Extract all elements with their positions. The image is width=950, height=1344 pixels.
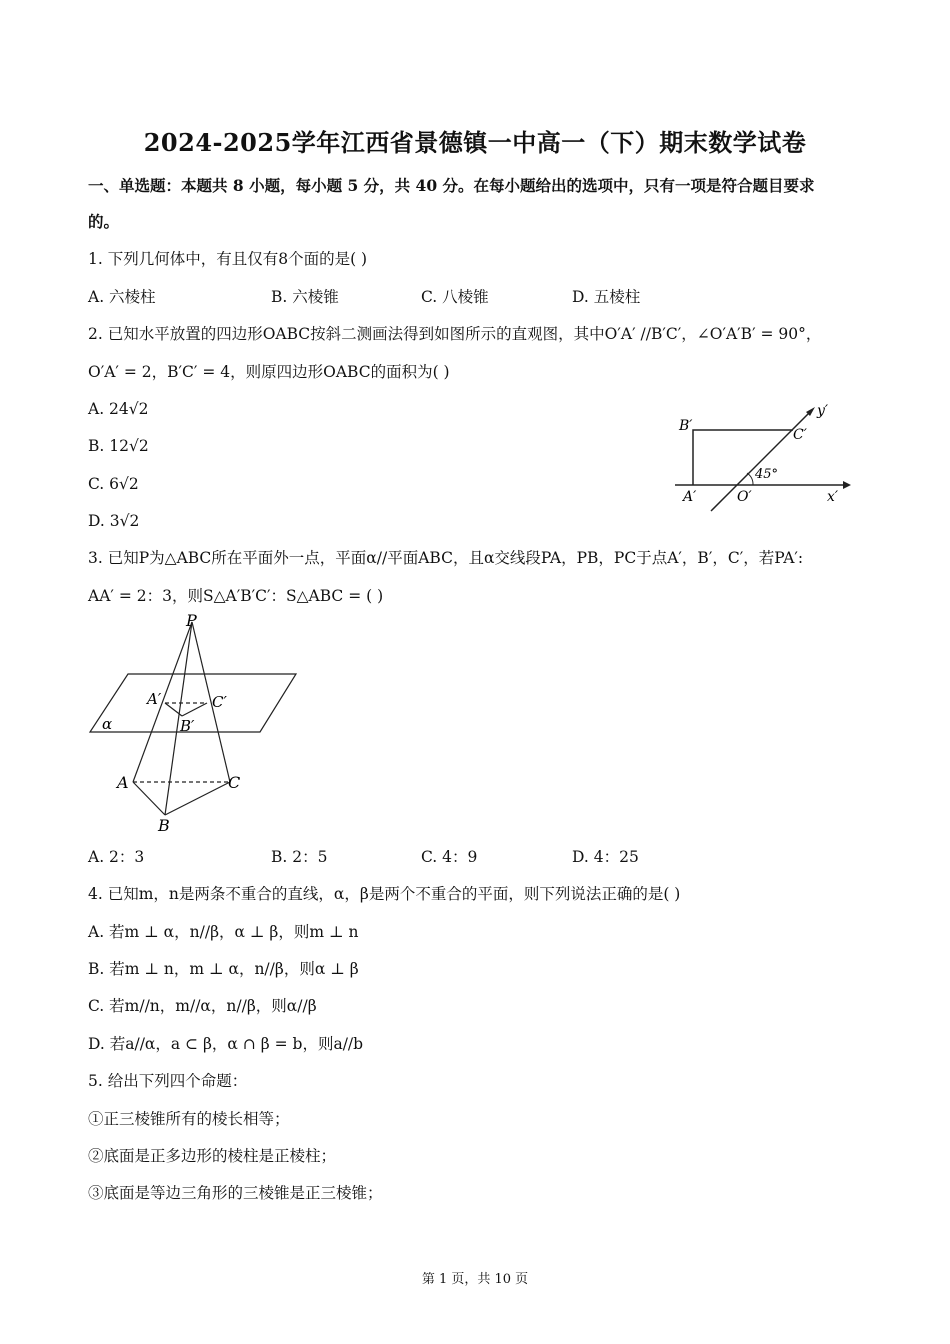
label-a: A bbox=[117, 773, 129, 792]
q2-option-b: B. 12√2 bbox=[88, 437, 149, 455]
edge-pa bbox=[133, 622, 192, 782]
page-title: 2024-2025学年江西省景德镇一中高一（下）期末数学试卷 bbox=[143, 128, 807, 157]
q4-option-b: B. 若m ⊥ n，m ⊥ α，n//β，则α ⊥ β bbox=[88, 960, 359, 978]
q3-option-c: C. 4：9 bbox=[421, 848, 478, 866]
q1-option-a: A. 六棱柱 bbox=[88, 288, 156, 306]
label-45-degree: 45° bbox=[755, 467, 779, 482]
section-heading: 一、单选题：本题共 8 小题，每小题 5 分，共 40 分。在每小题给出的选项中，只有一项是符合题目要求 bbox=[88, 176, 815, 195]
label-c-prime: C′ bbox=[212, 693, 227, 711]
label-p: P bbox=[186, 612, 197, 630]
q3-option-d: D. 4：25 bbox=[572, 848, 639, 866]
q5-proposition-1: ①正三棱锥所有的棱长相等； bbox=[88, 1110, 290, 1128]
q4-option-d: D. 若a//α，a ⊂ β，α ∩ β = b，则a//b bbox=[88, 1035, 364, 1053]
label-x-prime: x′ bbox=[827, 489, 839, 505]
q1-option-c: C. 八棱锥 bbox=[421, 288, 489, 306]
page-footer: 第 1 页，共 10 页 bbox=[421, 1272, 529, 1287]
label-c-prime: C′ bbox=[793, 427, 807, 443]
question-5-stem: 5. 给出下列四个命题： bbox=[88, 1072, 248, 1090]
label-b: B bbox=[158, 816, 170, 835]
question-3-stem-line1: 3. 已知P为△ABC所在平面外一点，平面α//平面ABC，且α交线段PA，PB，PC于点A′，B′，C′，若PA′: bbox=[88, 549, 804, 567]
q2-option-a: A. 24√2 bbox=[88, 400, 149, 418]
q2-oblique-figure bbox=[665, 395, 865, 520]
label-o-prime: O′ bbox=[737, 489, 752, 505]
edge-ab bbox=[133, 782, 165, 815]
q4-option-a: A. 若m ⊥ α，n//β，α ⊥ β，则m ⊥ n bbox=[88, 923, 359, 941]
edge-b-prime-c-prime bbox=[182, 703, 207, 716]
question-2-stem-line2: O′A′ = 2，B′C′ = 4，则原四边形OABC的面积为( ) bbox=[88, 363, 450, 381]
label-alpha: α bbox=[102, 715, 113, 733]
q1-option-b: B. 六棱锥 bbox=[271, 288, 339, 306]
q3-option-b: B. 2：5 bbox=[271, 848, 328, 866]
question-4-stem: 4. 已知m，n是两条不重合的直线，α，β是两个不重合的平面，则下列说法正确的是( ) bbox=[88, 885, 681, 903]
edge-bc bbox=[165, 782, 230, 815]
label-a-prime: A′ bbox=[147, 690, 162, 708]
label-b-prime: B′ bbox=[679, 418, 693, 434]
question-2-stem-line1: 2. 已知水平放置的四边形OABC按斜二测画法得到如图所示的直观图，其中O′A′ //B′C′，∠O′A′B′ = 90°， bbox=[88, 325, 822, 343]
section-heading-continued: 的。 bbox=[88, 212, 120, 231]
label-c: C bbox=[228, 773, 241, 792]
q4-option-c: C. 若m//n，m//α，n//β，则α//β bbox=[88, 997, 317, 1015]
q1-option-d: D. 五棱柱 bbox=[572, 288, 641, 306]
x-axis-arrow bbox=[843, 481, 851, 489]
question-1-stem: 1. 下列几何体中，有且仅有8个面的是( ) bbox=[88, 250, 368, 268]
q2-option-c: C. 6√2 bbox=[88, 475, 139, 493]
label-b-prime: B′ bbox=[180, 717, 195, 735]
q3-pyramid-figure bbox=[85, 612, 305, 837]
q3-option-a: A. 2：3 bbox=[88, 848, 145, 866]
q5-proposition-3: ③底面是等边三角形的三棱锥是正三棱锥； bbox=[88, 1184, 383, 1202]
q5-proposition-2: ②底面是正多边形的棱柱是正棱柱； bbox=[88, 1147, 337, 1165]
label-a-prime: A′ bbox=[683, 489, 697, 505]
q2-option-d: D. 3√2 bbox=[88, 512, 140, 530]
y-axis bbox=[711, 411, 811, 511]
question-3-stem-line2: AA′ = 2：3，则S△A′B′C′：S△ABC = ( ) bbox=[88, 587, 384, 605]
label-y-prime: y′ bbox=[817, 403, 829, 419]
